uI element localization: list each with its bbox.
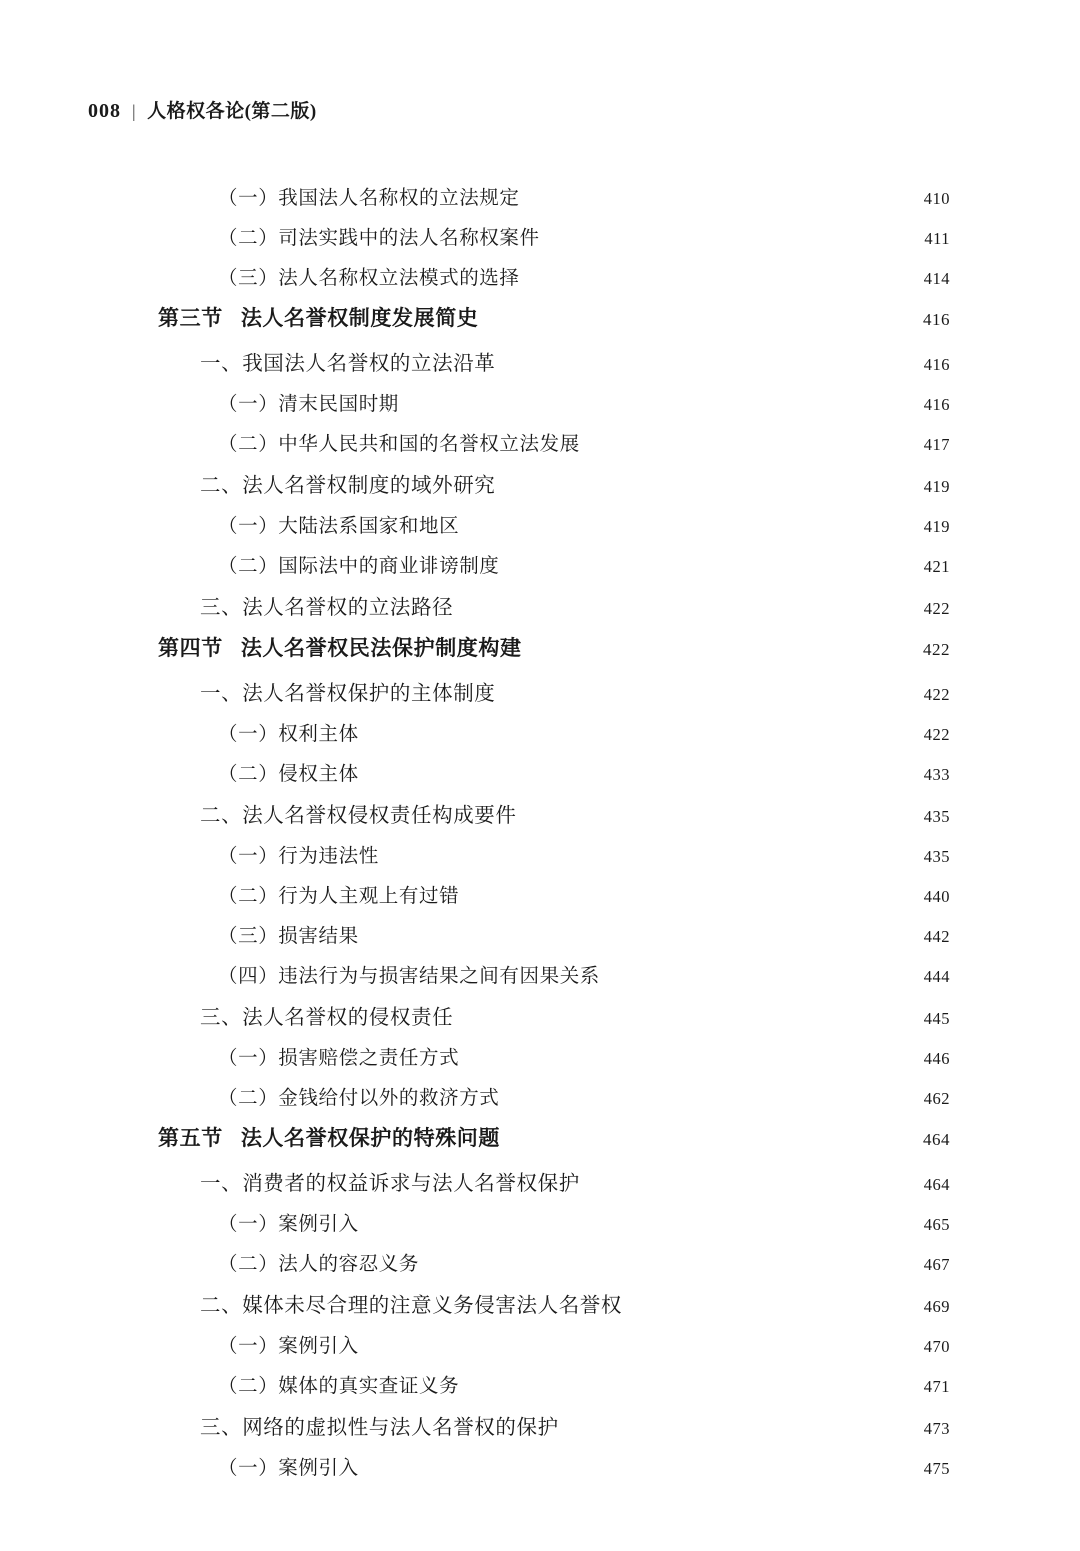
toc-page-number: 462 — [923, 1089, 950, 1108]
toc-entry[interactable] — [150, 1248, 950, 1288]
toc-entry-label: （三）损害结果 — [218, 926, 359, 947]
toc-entry-label: 二、媒体未尽合理的注意义务侵害法人名誉权 — [200, 1295, 622, 1317]
toc-entry-label — [158, 1122, 500, 1152]
toc-page-number: 419 — [923, 517, 950, 536]
toc-entry-label: （一）行为违法性 — [218, 846, 379, 867]
toc-page-number: 410 — [923, 189, 950, 208]
toc-entry-label: （一）我国法人名称权的立法规定 — [218, 188, 520, 209]
toc-entry[interactable] — [150, 1000, 950, 1042]
toc-section-number: 第四节 — [158, 636, 223, 660]
running-head-separator: | — [132, 101, 137, 121]
toc-entry-label: 三、网络的虚拟性与法人名誉权的保护 — [200, 1417, 559, 1439]
toc-page-number: 433 — [923, 765, 950, 784]
toc-entry[interactable] — [150, 222, 950, 262]
toc-entry-label: 二、法人名誉权制度的域外研究 — [200, 475, 496, 497]
toc-entry-label: （二）侵权主体 — [218, 764, 359, 785]
toc-page-number: 464 — [923, 1130, 950, 1149]
book-title: 人格权各论(第二版) — [147, 101, 317, 122]
toc-entry[interactable] — [150, 1122, 950, 1166]
toc-entry[interactable] — [150, 1410, 950, 1452]
toc-entry[interactable] — [150, 510, 950, 550]
toc-entry-label: （一）案例引入 — [218, 1214, 359, 1235]
toc-entry[interactable] — [150, 428, 950, 468]
toc-page-number: 446 — [923, 1049, 950, 1068]
toc-entry-label: （一）大陆法系国家和地区 — [218, 516, 460, 537]
toc-entry[interactable] — [150, 1330, 950, 1370]
toc-entry[interactable] — [150, 1370, 950, 1410]
toc-entry[interactable] — [150, 346, 950, 388]
toc-entry[interactable] — [150, 182, 950, 222]
toc-entry-label: （一）损害赔偿之责任方式 — [218, 1048, 460, 1069]
toc-entry-label — [158, 632, 522, 662]
toc-page-number: 442 — [923, 927, 950, 946]
toc-page-number: 416 — [923, 355, 950, 374]
toc-entry[interactable] — [150, 388, 950, 428]
toc-entry-label: （一）清末民国时期 — [218, 394, 399, 415]
toc-entry[interactable] — [150, 960, 950, 1000]
toc-entry[interactable] — [150, 1042, 950, 1082]
toc-entry[interactable] — [150, 718, 950, 758]
toc-page-number: 470 — [923, 1337, 950, 1356]
toc-entry-label: 一、法人名誉权保护的主体制度 — [200, 683, 496, 705]
page-folio: 008 — [88, 100, 121, 122]
toc-section-title: 法人名誉权民法保护制度构建 — [240, 636, 522, 660]
toc-page-number: 444 — [923, 967, 950, 986]
toc-entry-label: （四）违法行为与损害结果之间有因果关系 — [218, 966, 600, 987]
toc-page-number: 411 — [924, 229, 950, 248]
toc-page-number: 475 — [923, 1459, 950, 1478]
toc-entry-label: （三）法人名称权立法模式的选择 — [218, 268, 520, 289]
toc-entry[interactable] — [150, 920, 950, 960]
toc-entry[interactable] — [150, 302, 950, 346]
toc-entry-label: 一、消费者的权益诉求与法人名誉权保护 — [200, 1173, 580, 1195]
toc-entry[interactable] — [150, 798, 950, 840]
toc-page-number: 445 — [923, 1009, 950, 1028]
toc-page-number: 416 — [923, 310, 950, 329]
table-of-contents — [150, 182, 950, 1492]
toc-page-number: 435 — [923, 807, 950, 826]
toc-page-number: 421 — [923, 557, 950, 576]
toc-page-number: 435 — [923, 847, 950, 866]
toc-entry[interactable] — [150, 262, 950, 302]
toc-page-number: 416 — [923, 395, 950, 414]
toc-page-number: 464 — [923, 1175, 950, 1194]
toc-page-number: 465 — [923, 1215, 950, 1234]
toc-page-number: 419 — [923, 477, 950, 496]
toc-entry-label: 三、法人名誉权的侵权责任 — [200, 1007, 454, 1029]
toc-entry[interactable] — [150, 1082, 950, 1122]
toc-entry-label: （二）媒体的真实查证义务 — [218, 1376, 460, 1397]
toc-section-title: 法人名誉权制度发展简史 — [240, 306, 479, 330]
toc-page-number: 422 — [923, 599, 950, 618]
toc-entry[interactable] — [150, 550, 950, 590]
toc-entry-label: 三、法人名誉权的立法路径 — [200, 597, 454, 619]
toc-entry[interactable] — [150, 880, 950, 920]
toc-section-title: 法人名誉权保护的特殊问题 — [240, 1126, 501, 1150]
toc-page-number: 469 — [923, 1297, 950, 1316]
toc-page-number: 417 — [923, 435, 950, 454]
toc-entry-label: （一）权利主体 — [218, 724, 359, 745]
toc-page-number: 414 — [923, 269, 950, 288]
toc-entry-label — [158, 302, 478, 332]
toc-entry[interactable] — [150, 840, 950, 880]
toc-page-number: 422 — [923, 725, 950, 744]
toc-entry-label: （一）案例引入 — [218, 1336, 359, 1357]
toc-page-number: 422 — [923, 640, 950, 659]
running-head — [88, 96, 317, 123]
toc-entry[interactable] — [150, 1166, 950, 1208]
toc-entry[interactable] — [150, 1288, 950, 1330]
toc-entry[interactable] — [150, 590, 950, 632]
toc-entry-label: （二）中华人民共和国的名誉权立法发展 — [218, 434, 580, 455]
toc-section-number: 第五节 — [158, 1126, 223, 1150]
toc-entry[interactable] — [150, 1208, 950, 1248]
toc-page-number: 440 — [923, 887, 950, 906]
toc-entry[interactable] — [150, 468, 950, 510]
toc-entry-label: （二）国际法中的商业诽谤制度 — [218, 556, 500, 577]
toc-page-number: 471 — [923, 1377, 950, 1396]
toc-page-number: 467 — [923, 1255, 950, 1274]
toc-entry-label: （二）行为人主观上有过错 — [218, 886, 460, 907]
toc-entry-label: （二）金钱给付以外的救济方式 — [218, 1088, 500, 1109]
toc-entry-label: 二、法人名誉权侵权责任构成要件 — [200, 805, 517, 827]
toc-entry[interactable] — [150, 1452, 950, 1492]
toc-entry[interactable] — [150, 676, 950, 718]
toc-section-number: 第三节 — [158, 306, 223, 330]
toc-page-number: 422 — [923, 685, 950, 704]
toc-entry-label: （二）司法实践中的法人名称权案件 — [218, 228, 540, 249]
toc-entry[interactable] — [150, 758, 950, 798]
toc-entry[interactable] — [150, 632, 950, 676]
toc-page-number: 473 — [923, 1419, 950, 1438]
toc-entry-label: （一）案例引入 — [218, 1458, 359, 1479]
toc-entry-label: （二）法人的容忍义务 — [218, 1254, 420, 1275]
toc-entry-label: 一、我国法人名誉权的立法沿革 — [200, 353, 496, 375]
